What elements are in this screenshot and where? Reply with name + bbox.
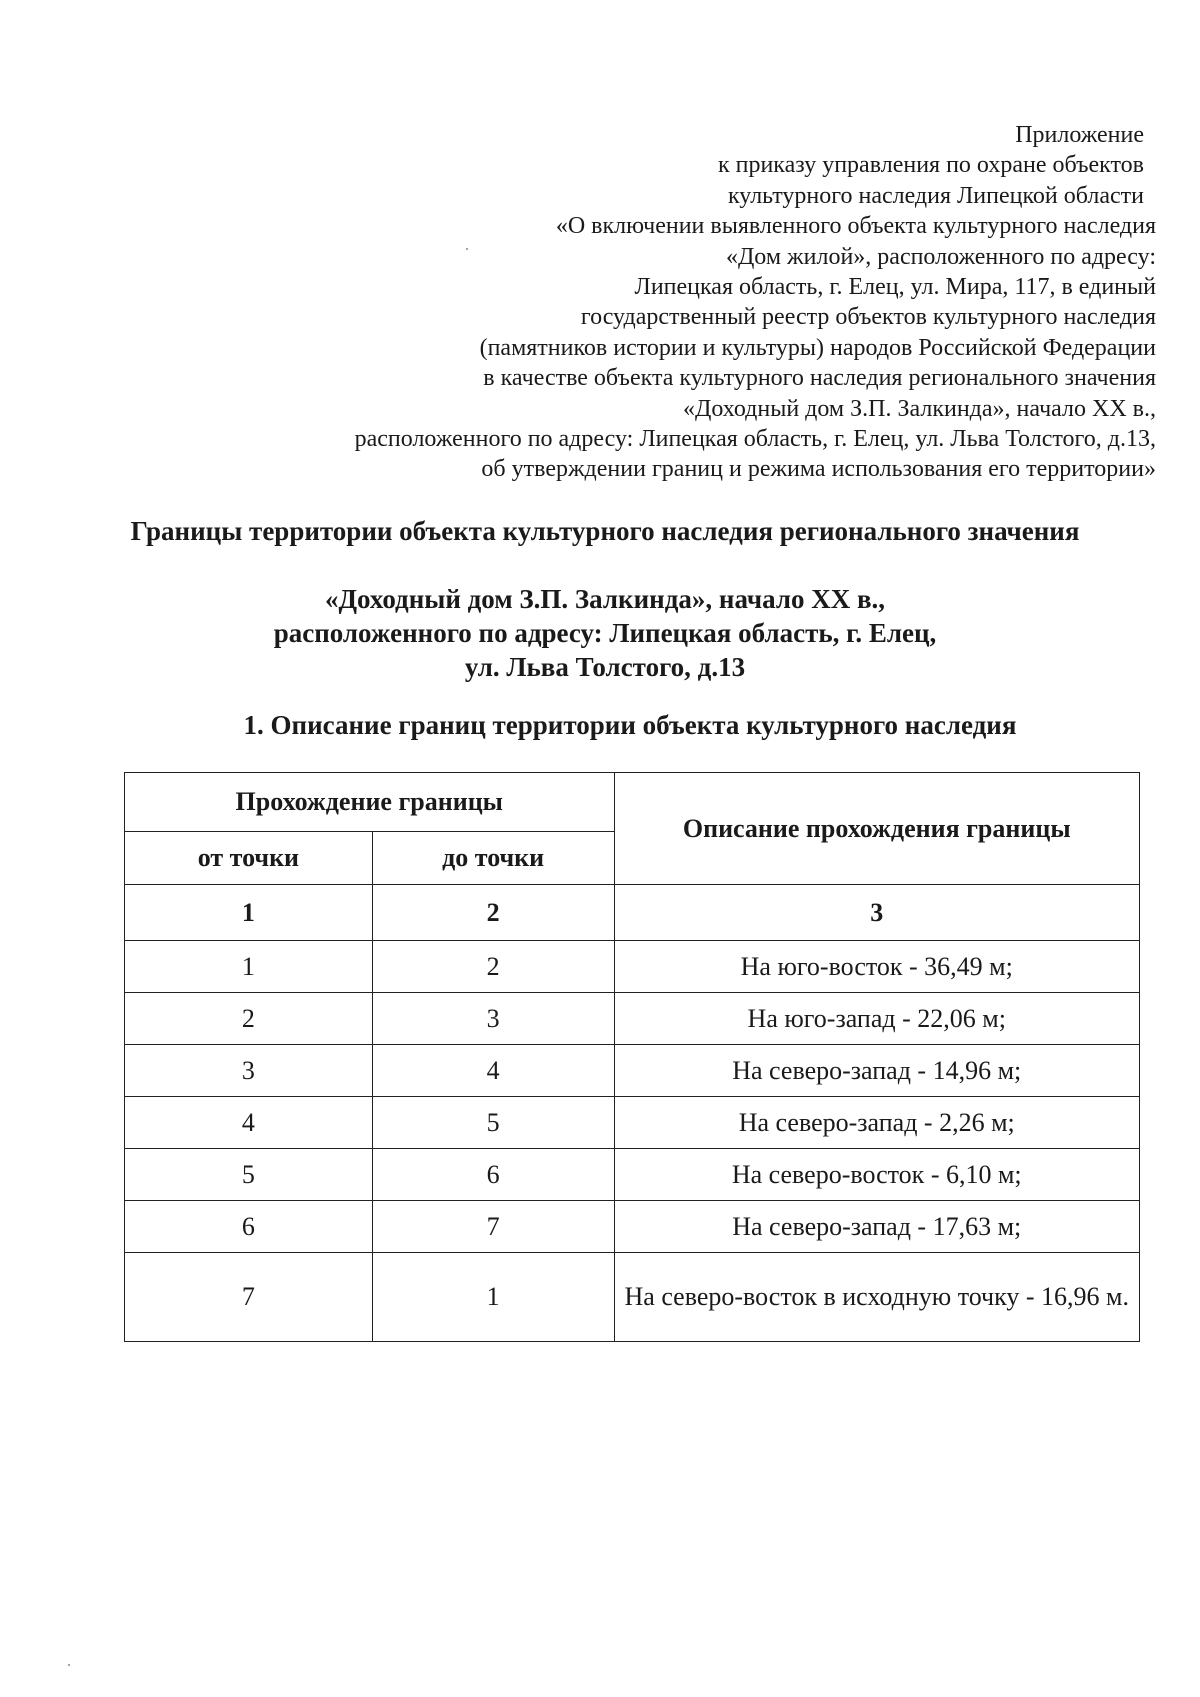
appendix-line: культурного наследия Липецкой области — [727, 182, 1144, 209]
table-row — [125, 1253, 1140, 1342]
appendix-line: расположенного по адресу: Липецкая область, г. Елец, ул. Льва Толстого, д.13, — [354, 426, 1156, 453]
from-point: 1 — [125, 941, 373, 993]
to-point: 5 — [372, 1097, 614, 1149]
to-point: 6 — [372, 1149, 614, 1201]
appendix-line: в качестве объекта культурного наследия регионального значения — [483, 365, 1156, 392]
object-name-line: расположенного по адресу: Липецкая область, г. Елец, — [273, 618, 937, 648]
appendix-line: об утверждении границ и режима использования его территории» — [481, 456, 1156, 483]
object-name-line: «Доходный дом З.П. Залкинда», начало XX в., — [324, 584, 886, 614]
table-row — [125, 1149, 1140, 1201]
appendix-line: (памятников истории и культуры) народов Российской Федерации — [479, 334, 1156, 361]
from-point: 2 — [125, 993, 373, 1045]
appendix-line: «Доходный дом З.П. Залкинда», начало XX в., — [682, 395, 1156, 422]
scan-speck — [466, 248, 468, 250]
table-row — [125, 1201, 1140, 1253]
boundary-description: На юго-запад - 22,06 м; — [614, 993, 1139, 1045]
boundary-description: На юго-восток - 36,49 м; — [614, 941, 1139, 993]
from-point: 3 — [125, 1045, 373, 1097]
column-number-row — [125, 885, 1140, 941]
boundary-description: На северо-запад - 17,63 м; — [614, 1201, 1139, 1253]
column-number: 3 — [614, 885, 1139, 941]
table-row — [125, 941, 1140, 993]
table-header-row — [125, 773, 1140, 832]
column-number: 1 — [125, 885, 373, 941]
boundary-description: На северо-запад - 2,26 м; — [614, 1097, 1139, 1149]
section-heading: 1. Описание границ территории объекта культурного наследия — [243, 710, 1017, 740]
scan-speck — [68, 1664, 70, 1666]
group-header: Прохождение границы — [125, 773, 615, 832]
table-row — [125, 1097, 1140, 1149]
object-name-line: ул. Льва Толстого, д.13 — [464, 652, 746, 682]
boundary-description: На северо-запад - 14,96 м; — [614, 1045, 1139, 1097]
desc-column-header: Описание прохождения границы — [614, 773, 1139, 885]
appendix-header — [276, 120, 1156, 485]
appendix-line: к приказу управления по охране объектов — [717, 152, 1144, 179]
to-point: 4 — [372, 1045, 614, 1097]
to-column-header: до точки — [372, 832, 614, 885]
column-number: 2 — [372, 885, 614, 941]
appendix-line: «Дом жилой», расположенного по адресу: — [725, 243, 1156, 270]
from-column-header: от точки — [125, 832, 373, 885]
to-point: 3 — [372, 993, 614, 1045]
to-point: 1 — [372, 1253, 614, 1342]
appendix-line: государственный реестр объектов культурного наследия — [580, 304, 1156, 331]
boundary-description: На северо-восток в исходную точку - 16,96 м. — [614, 1253, 1139, 1342]
to-point: 2 — [372, 941, 614, 993]
appendix-line: Приложение — [1015, 122, 1144, 148]
boundary-description: На северо-восток - 6,10 м; — [614, 1149, 1139, 1201]
from-point: 5 — [125, 1149, 373, 1201]
from-point: 4 — [125, 1097, 373, 1149]
document-title: Границы территории объекта культурного наследия регионального значения — [130, 516, 1080, 546]
object-name — [90, 582, 1120, 684]
from-point: 6 — [125, 1201, 373, 1253]
boundary-table — [124, 772, 1140, 1342]
table-row — [125, 1045, 1140, 1097]
table-row — [125, 993, 1140, 1045]
appendix-line: «О включении выявленного объекта культурного наследия — [555, 213, 1156, 240]
from-point: 7 — [125, 1253, 373, 1342]
to-point: 7 — [372, 1201, 614, 1253]
appendix-line: Липецкая область, г. Елец, ул. Мира, 117, в единый — [634, 274, 1156, 301]
